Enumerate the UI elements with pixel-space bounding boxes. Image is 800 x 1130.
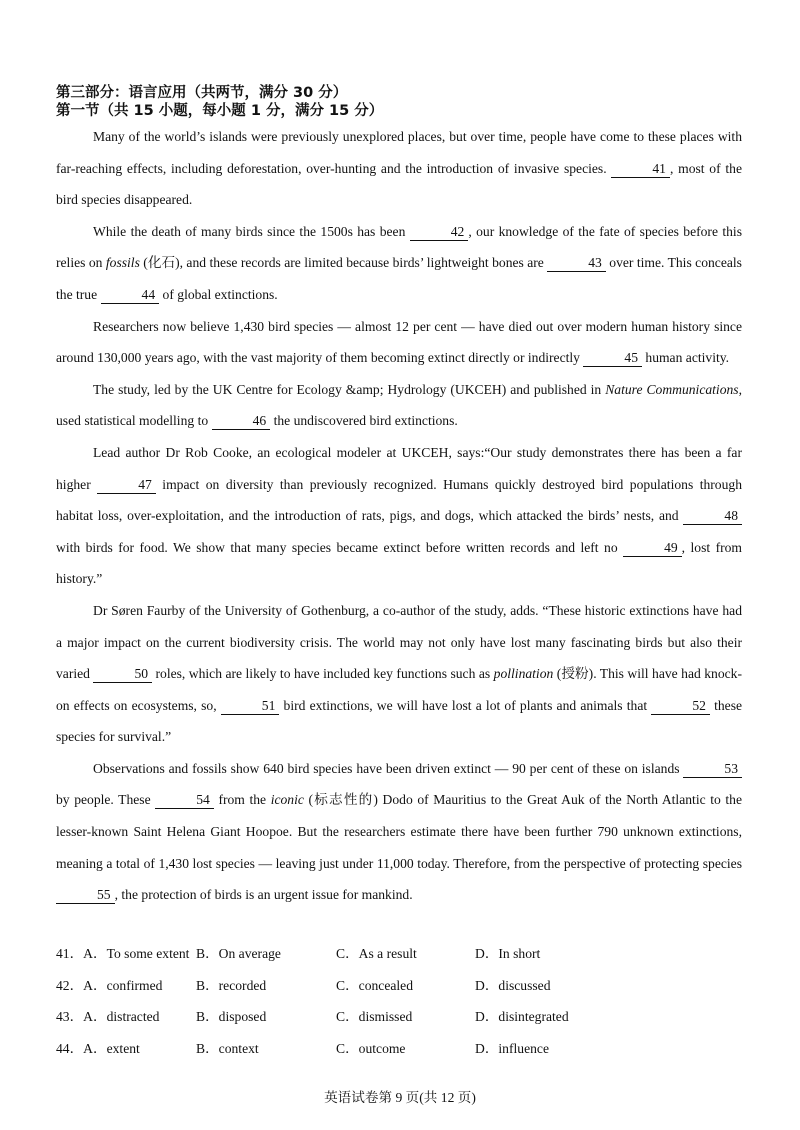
option-44-b: B．context [196, 1040, 259, 1056]
option-44-d: D．influence [475, 1040, 549, 1056]
paragraph-7: Observations and fossils show 640 bird species have been driven extinct — 90 per cent of these on islands 53 by people. These 54 from the iconic (标志性的) Dodo of Mauritius to the Great Auk of the North Atlantic to the lesser-known Saint Helena Giant Hoopoe. But the researchers estimate there have been further 790 unknown extinctions, meaning a total of 1,430 lost species — leaving just under 11,000 today. Therefore, from the perspective of protecting species 55 , the protection of birds is an urgent issue for mankind. [56, 760, 743, 903]
option-42-a: 42．A．confirmed [56, 977, 163, 993]
option-42-b: B．recorded [196, 977, 267, 993]
question-41-options [56, 938, 742, 970]
option-41-d: D．In short [475, 946, 541, 961]
option-42-c: C．concealed [336, 977, 413, 993]
blank-54: 54 [155, 792, 214, 809]
page-footer: 英语试卷第 9 页(共 12 页) [324, 1090, 476, 1105]
option-42-d: D．discussed [475, 977, 551, 993]
term-fossils: fossils [105, 255, 140, 271]
blank-49: 49 [623, 540, 682, 557]
option-43-d: D．disintegrated [475, 1009, 569, 1025]
blank-55: 55 [56, 887, 115, 904]
option-43-c: C．dismissed [336, 1009, 413, 1025]
question-43-options [56, 1001, 742, 1033]
question-44-options [56, 1033, 742, 1065]
paragraph-2: While the death of many birds since the 1500s has been 42 , our knowledge of the fate of species before this relies on fossils (化石), and these records are limited because birds’ lightweight bones are 43 over time. This conceals the true 44 of global extinctions. [56, 223, 742, 302]
blank-43: 43 [547, 255, 606, 272]
option-43-a: 43．A．distracted [56, 1009, 160, 1025]
blank-51: 51 [221, 698, 280, 715]
blank-42: 42 [410, 224, 469, 241]
question-42-options [56, 970, 742, 1002]
blank-53: 53 [683, 761, 742, 778]
blank-41: 41 [611, 161, 670, 178]
paragraph-1: Many of the world’s islands were previously unexplored places, but over time, people have come to these places with far-reaching effects, including deforestation, over-hunting and the introduction of invasive species. 41 , most of the bird species disappeared. [56, 129, 742, 208]
paragraph-4: The study, led by the UK Centre for Ecology &amp; Hydrology (UKCEH) and published in Nature Communications, used statistical modelling to 46 the undiscovered bird extinctions. [56, 381, 742, 429]
answer-options [56, 938, 742, 1064]
blank-46: 46 [212, 413, 271, 430]
subsection-title: 第一节（共 15 小题，每小题 1 分，满分 15 分） [56, 103, 384, 119]
option-41-b: B．On average [196, 946, 281, 961]
option-43-b: B．disposed [196, 1009, 267, 1025]
blank-52: 52 [651, 698, 710, 715]
option-44-c: C．outcome [336, 1040, 406, 1056]
option-41-a: 41．A．To some extent [56, 946, 190, 961]
option-41-c: C．As a result [336, 946, 417, 961]
cloze-passage [56, 121, 742, 911]
term-pollination: pollination [493, 666, 554, 682]
paragraph-6: Dr Søren Faurby of the University of Gothenburg, a co-author of the study, adds. “These historic extinctions have had a major impact on the current biodiversity crisis. The world may not only have lost many fascinating birds but also their varied 50 roles, which are likely to have included key functions such as pollination (授粉). This will have had knock-on effects on ecosystems, so, 51 bird extinctions, we will have lost a lot of plants and animals that 52 these species for survival.” [56, 602, 743, 745]
paragraph-3: Researchers now believe 1,430 bird species — almost 12 per cent — have died out over modern human history since around 130,000 years ago, with the vast majority of them becoming extinct directly or indirectly 45 human activity. [56, 318, 742, 366]
paragraph-5: Lead author Dr Rob Cooke, an ecological modeler at UKCEH, says:“Our study demonstrates there has been a far higher 47 impact on diversity than previously recognized. Humans quickly destroyed bird populations through habitat loss, over-exploitation, and the introduction of rats, pigs, and dogs, which attacked the birds’ nests, and 48 with birds for food. We show that many species became extinct before written records and left no 49 , lost from history.” [56, 444, 742, 587]
term-iconic: iconic [270, 792, 304, 808]
blank-48: 48 [683, 508, 742, 525]
blank-47: 47 [97, 477, 156, 494]
blank-44: 44 [101, 287, 160, 304]
option-44-a: 44．A．extent [56, 1040, 140, 1056]
blank-45: 45 [583, 350, 642, 367]
blank-50: 50 [93, 666, 152, 683]
journal-name: Nature Communications [605, 381, 739, 397]
section-title: 第三部分：语言应用（共两节，满分 30 分） [56, 85, 348, 101]
